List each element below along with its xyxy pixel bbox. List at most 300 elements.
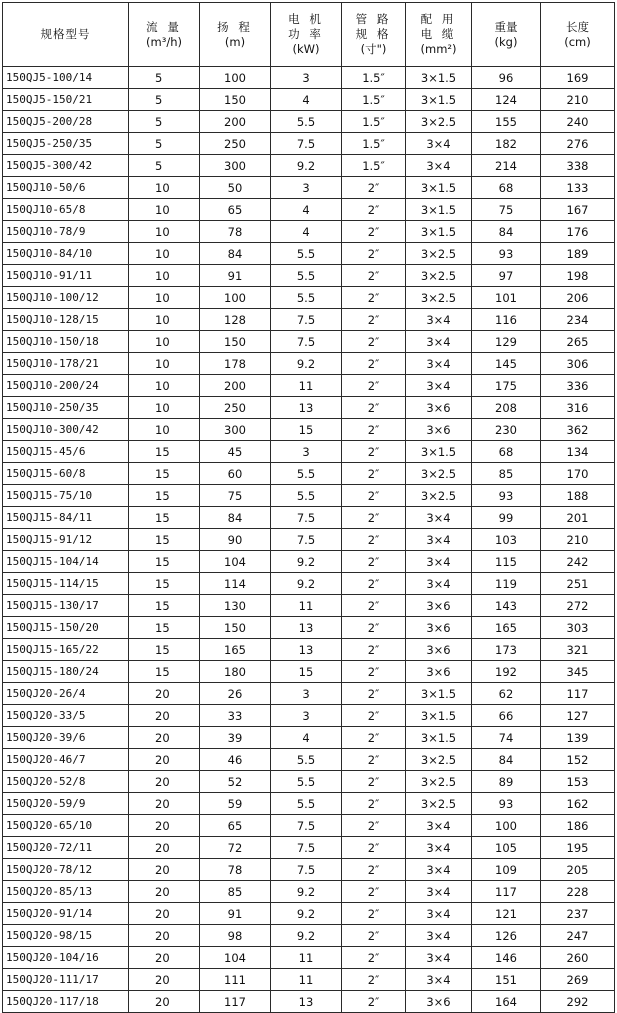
cable-cell: 3×1.5 (406, 199, 472, 221)
flow-cell: 10 (129, 287, 200, 309)
cable-cell: 3×4 (406, 881, 472, 903)
pipe-cell: 2″ (342, 419, 406, 441)
pipe-cell: 2″ (342, 507, 406, 529)
weight-cell: 145 (472, 353, 541, 375)
length-cell: 306 (541, 353, 615, 375)
header-pipe: 管 路 规 格 (寸") (342, 3, 406, 67)
length-cell: 134 (541, 441, 615, 463)
header-weight: 重量 (kg) (472, 3, 541, 67)
power-cell: 9.2 (271, 925, 342, 947)
cable-cell: 3×2.5 (406, 485, 472, 507)
weight-cell: 214 (472, 155, 541, 177)
pipe-cell: 2″ (342, 969, 406, 991)
flow-cell: 20 (129, 683, 200, 705)
flow-cell: 15 (129, 661, 200, 683)
length-cell: 189 (541, 243, 615, 265)
pipe-cell: 2″ (342, 793, 406, 815)
length-cell: 176 (541, 221, 615, 243)
flow-cell: 10 (129, 331, 200, 353)
model-cell: 150QJ10-65/8 (3, 199, 129, 221)
pipe-cell: 1.5″ (342, 133, 406, 155)
cable-cell: 3×4 (406, 133, 472, 155)
weight-cell: 124 (472, 89, 541, 111)
pipe-cell: 2″ (342, 705, 406, 727)
length-cell: 167 (541, 199, 615, 221)
power-cell: 9.2 (271, 155, 342, 177)
flow-cell: 10 (129, 375, 200, 397)
flow-cell: 20 (129, 815, 200, 837)
flow-cell: 15 (129, 595, 200, 617)
head-cell: 130 (200, 595, 271, 617)
flow-cell: 20 (129, 727, 200, 749)
power-cell: 5.5 (271, 243, 342, 265)
table-row (3, 617, 615, 639)
power-cell: 15 (271, 419, 342, 441)
head-cell: 150 (200, 617, 271, 639)
power-cell: 3 (271, 441, 342, 463)
flow-cell: 10 (129, 353, 200, 375)
head-cell: 85 (200, 881, 271, 903)
weight-cell: 182 (472, 133, 541, 155)
head-cell: 180 (200, 661, 271, 683)
table-row (3, 749, 615, 771)
table-row (3, 705, 615, 727)
model-cell: 150QJ10-91/11 (3, 265, 129, 287)
flow-cell: 20 (129, 969, 200, 991)
flow-cell: 15 (129, 573, 200, 595)
table-row (3, 573, 615, 595)
cable-cell: 3×4 (406, 331, 472, 353)
pipe-cell: 1.5″ (342, 155, 406, 177)
table-row (3, 353, 615, 375)
model-cell: 150QJ15-75/10 (3, 485, 129, 507)
head-cell: 250 (200, 133, 271, 155)
model-cell: 150QJ10-300/42 (3, 419, 129, 441)
power-cell: 13 (271, 639, 342, 661)
table-row (3, 771, 615, 793)
cable-cell: 3×4 (406, 529, 472, 551)
flow-cell: 10 (129, 177, 200, 199)
power-cell: 4 (271, 221, 342, 243)
head-cell: 84 (200, 243, 271, 265)
head-cell: 78 (200, 221, 271, 243)
table-row (3, 529, 615, 551)
model-cell: 150QJ20-65/10 (3, 815, 129, 837)
weight-cell: 121 (472, 903, 541, 925)
model-cell: 150QJ15-104/14 (3, 551, 129, 573)
head-cell: 50 (200, 177, 271, 199)
length-cell: 240 (541, 111, 615, 133)
table-row (3, 683, 615, 705)
model-cell: 150QJ5-150/21 (3, 89, 129, 111)
weight-cell: 96 (472, 67, 541, 89)
power-cell: 3 (271, 705, 342, 727)
model-cell: 150QJ20-52/8 (3, 771, 129, 793)
cable-cell: 3×2.5 (406, 111, 472, 133)
model-cell: 150QJ20-98/15 (3, 925, 129, 947)
weight-cell: 99 (472, 507, 541, 529)
pipe-cell: 1.5″ (342, 67, 406, 89)
weight-cell: 100 (472, 815, 541, 837)
pipe-cell: 2″ (342, 749, 406, 771)
weight-cell: 105 (472, 837, 541, 859)
length-cell: 265 (541, 331, 615, 353)
power-cell: 11 (271, 947, 342, 969)
cable-cell: 3×2.5 (406, 793, 472, 815)
weight-cell: 192 (472, 661, 541, 683)
table-row (3, 309, 615, 331)
cable-cell: 3×1.5 (406, 727, 472, 749)
model-cell: 150QJ15-84/11 (3, 507, 129, 529)
model-cell: 150QJ10-100/12 (3, 287, 129, 309)
cable-cell: 3×1.5 (406, 67, 472, 89)
flow-cell: 15 (129, 485, 200, 507)
cable-cell: 3×6 (406, 617, 472, 639)
length-cell: 336 (541, 375, 615, 397)
power-cell: 9.2 (271, 573, 342, 595)
flow-cell: 20 (129, 925, 200, 947)
cable-cell: 3×6 (406, 397, 472, 419)
cable-cell: 3×4 (406, 375, 472, 397)
weight-cell: 129 (472, 331, 541, 353)
table-row (3, 793, 615, 815)
flow-cell: 20 (129, 903, 200, 925)
pipe-cell: 2″ (342, 573, 406, 595)
cable-cell: 3×4 (406, 309, 472, 331)
power-cell: 7.5 (271, 815, 342, 837)
length-cell: 234 (541, 309, 615, 331)
table-row (3, 859, 615, 881)
pipe-cell: 2″ (342, 243, 406, 265)
head-cell: 150 (200, 89, 271, 111)
weight-cell: 164 (472, 991, 541, 1013)
model-cell: 150QJ15-45/6 (3, 441, 129, 463)
pipe-cell: 2″ (342, 353, 406, 375)
power-cell: 5.5 (271, 749, 342, 771)
length-cell: 139 (541, 727, 615, 749)
power-cell: 7.5 (271, 507, 342, 529)
weight-cell: 101 (472, 287, 541, 309)
model-cell: 150QJ15-114/15 (3, 573, 129, 595)
flow-cell: 5 (129, 155, 200, 177)
pipe-cell: 2″ (342, 485, 406, 507)
flow-cell: 15 (129, 441, 200, 463)
weight-cell: 146 (472, 947, 541, 969)
head-cell: 165 (200, 639, 271, 661)
head-cell: 90 (200, 529, 271, 551)
pipe-cell: 2″ (342, 639, 406, 661)
head-cell: 39 (200, 727, 271, 749)
model-cell: 150QJ15-180/24 (3, 661, 129, 683)
weight-cell: 173 (472, 639, 541, 661)
cable-cell: 3×4 (406, 507, 472, 529)
cable-cell: 3×6 (406, 419, 472, 441)
power-cell: 7.5 (271, 837, 342, 859)
head-cell: 200 (200, 375, 271, 397)
flow-cell: 20 (129, 705, 200, 727)
table-row (3, 639, 615, 661)
weight-cell: 143 (472, 595, 541, 617)
table-row (3, 67, 615, 89)
head-cell: 300 (200, 419, 271, 441)
table-row (3, 947, 615, 969)
flow-cell: 10 (129, 309, 200, 331)
pipe-cell: 2″ (342, 595, 406, 617)
head-cell: 104 (200, 551, 271, 573)
head-cell: 98 (200, 925, 271, 947)
model-cell: 150QJ15-130/17 (3, 595, 129, 617)
length-cell: 338 (541, 155, 615, 177)
pipe-cell: 2″ (342, 265, 406, 287)
weight-cell: 68 (472, 441, 541, 463)
weight-cell: 97 (472, 265, 541, 287)
flow-cell: 10 (129, 419, 200, 441)
cable-cell: 3×1.5 (406, 441, 472, 463)
power-cell: 11 (271, 375, 342, 397)
head-cell: 26 (200, 683, 271, 705)
power-cell: 13 (271, 397, 342, 419)
power-cell: 5.5 (271, 265, 342, 287)
head-cell: 114 (200, 573, 271, 595)
cable-cell: 3×1.5 (406, 705, 472, 727)
flow-cell: 15 (129, 639, 200, 661)
cable-cell: 3×1.5 (406, 221, 472, 243)
head-cell: 104 (200, 947, 271, 969)
cable-cell: 3×6 (406, 991, 472, 1013)
length-cell: 195 (541, 837, 615, 859)
length-cell: 345 (541, 661, 615, 683)
header-head: 扬 程 (m) (200, 3, 271, 67)
header-flow: 流 量 (m³/h) (129, 3, 200, 67)
head-cell: 200 (200, 111, 271, 133)
pipe-cell: 2″ (342, 551, 406, 573)
flow-cell: 5 (129, 67, 200, 89)
pipe-cell: 2″ (342, 771, 406, 793)
cable-cell: 3×4 (406, 925, 472, 947)
head-cell: 250 (200, 397, 271, 419)
weight-cell: 230 (472, 419, 541, 441)
flow-cell: 10 (129, 243, 200, 265)
flow-cell: 15 (129, 551, 200, 573)
power-cell: 7.5 (271, 529, 342, 551)
weight-cell: 74 (472, 727, 541, 749)
model-cell: 150QJ15-60/8 (3, 463, 129, 485)
model-cell: 150QJ20-59/9 (3, 793, 129, 815)
head-cell: 300 (200, 155, 271, 177)
cable-cell: 3×4 (406, 353, 472, 375)
head-cell: 52 (200, 771, 271, 793)
header-model: 规格型号 (3, 3, 129, 67)
table-row (3, 507, 615, 529)
cable-cell: 3×4 (406, 969, 472, 991)
table-row (3, 463, 615, 485)
power-cell: 7.5 (271, 859, 342, 881)
weight-cell: 151 (472, 969, 541, 991)
flow-cell: 15 (129, 529, 200, 551)
flow-cell: 20 (129, 991, 200, 1013)
length-cell: 169 (541, 67, 615, 89)
power-cell: 7.5 (271, 331, 342, 353)
pipe-cell: 2″ (342, 397, 406, 419)
table-row (3, 331, 615, 353)
length-cell: 133 (541, 177, 615, 199)
model-cell: 150QJ10-250/35 (3, 397, 129, 419)
header-cable: 配 用 电 缆 (mm²) (406, 3, 472, 67)
power-cell: 13 (271, 991, 342, 1013)
model-cell: 150QJ10-84/10 (3, 243, 129, 265)
header-row (3, 3, 615, 67)
length-cell: 206 (541, 287, 615, 309)
model-cell: 150QJ20-111/17 (3, 969, 129, 991)
pipe-cell: 2″ (342, 177, 406, 199)
power-cell: 9.2 (271, 881, 342, 903)
head-cell: 72 (200, 837, 271, 859)
head-cell: 60 (200, 463, 271, 485)
length-cell: 292 (541, 991, 615, 1013)
cable-cell: 3×4 (406, 837, 472, 859)
model-cell: 150QJ20-91/14 (3, 903, 129, 925)
weight-cell: 85 (472, 463, 541, 485)
model-cell: 150QJ15-165/22 (3, 639, 129, 661)
weight-cell: 208 (472, 397, 541, 419)
power-cell: 5.5 (271, 463, 342, 485)
model-cell: 150QJ5-300/42 (3, 155, 129, 177)
table-row (3, 595, 615, 617)
table-row (3, 969, 615, 991)
pipe-cell: 2″ (342, 287, 406, 309)
head-cell: 33 (200, 705, 271, 727)
pipe-cell: 2″ (342, 925, 406, 947)
power-cell: 5.5 (271, 111, 342, 133)
length-cell: 170 (541, 463, 615, 485)
length-cell: 247 (541, 925, 615, 947)
table-row (3, 903, 615, 925)
pipe-cell: 2″ (342, 309, 406, 331)
model-cell: 150QJ20-26/4 (3, 683, 129, 705)
cable-cell: 3×2.5 (406, 771, 472, 793)
table-row (3, 419, 615, 441)
model-cell: 150QJ10-150/18 (3, 331, 129, 353)
flow-cell: 20 (129, 859, 200, 881)
flow-cell: 10 (129, 397, 200, 419)
length-cell: 153 (541, 771, 615, 793)
pipe-cell: 2″ (342, 859, 406, 881)
weight-cell: 75 (472, 199, 541, 221)
length-cell: 272 (541, 595, 615, 617)
weight-cell: 84 (472, 749, 541, 771)
power-cell: 7.5 (271, 133, 342, 155)
model-cell: 150QJ5-200/28 (3, 111, 129, 133)
length-cell: 201 (541, 507, 615, 529)
pipe-cell: 2″ (342, 375, 406, 397)
header-length: 长度 (cm) (541, 3, 615, 67)
cable-cell: 3×2.5 (406, 287, 472, 309)
pipe-cell: 2″ (342, 947, 406, 969)
flow-cell: 20 (129, 793, 200, 815)
model-cell: 150QJ20-104/16 (3, 947, 129, 969)
power-cell: 11 (271, 969, 342, 991)
head-cell: 91 (200, 903, 271, 925)
weight-cell: 89 (472, 771, 541, 793)
power-cell: 11 (271, 595, 342, 617)
table-row (3, 881, 615, 903)
cable-cell: 3×2.5 (406, 749, 472, 771)
flow-cell: 15 (129, 463, 200, 485)
cable-cell: 3×6 (406, 595, 472, 617)
power-cell: 4 (271, 199, 342, 221)
weight-cell: 165 (472, 617, 541, 639)
pipe-cell: 1.5″ (342, 89, 406, 111)
model-cell: 150QJ10-128/15 (3, 309, 129, 331)
table-row (3, 287, 615, 309)
table-row (3, 837, 615, 859)
model-cell: 150QJ20-33/5 (3, 705, 129, 727)
power-cell: 3 (271, 67, 342, 89)
pipe-cell: 2″ (342, 991, 406, 1013)
head-cell: 150 (200, 331, 271, 353)
cable-cell: 3×4 (406, 903, 472, 925)
weight-cell: 119 (472, 573, 541, 595)
cable-cell: 3×4 (406, 859, 472, 881)
length-cell: 117 (541, 683, 615, 705)
table-row (3, 485, 615, 507)
flow-cell: 20 (129, 837, 200, 859)
cable-cell: 3×1.5 (406, 89, 472, 111)
power-cell: 15 (271, 661, 342, 683)
table-row (3, 265, 615, 287)
flow-cell: 20 (129, 771, 200, 793)
weight-cell: 109 (472, 859, 541, 881)
weight-cell: 175 (472, 375, 541, 397)
length-cell: 228 (541, 881, 615, 903)
power-cell: 9.2 (271, 353, 342, 375)
pump-spec-table (2, 2, 615, 1013)
length-cell: 237 (541, 903, 615, 925)
table-row (3, 221, 615, 243)
model-cell: 150QJ20-85/13 (3, 881, 129, 903)
power-cell: 5.5 (271, 771, 342, 793)
cable-cell: 3×4 (406, 573, 472, 595)
pipe-cell: 2″ (342, 837, 406, 859)
model-cell: 150QJ20-46/7 (3, 749, 129, 771)
table-body (3, 67, 615, 1013)
pipe-cell: 2″ (342, 661, 406, 683)
cable-cell: 3×4 (406, 815, 472, 837)
table-row (3, 441, 615, 463)
model-cell: 150QJ10-178/21 (3, 353, 129, 375)
table-row (3, 991, 615, 1013)
head-cell: 100 (200, 287, 271, 309)
length-cell: 269 (541, 969, 615, 991)
header-power: 电 机 功 率 (kW) (271, 3, 342, 67)
length-cell: 276 (541, 133, 615, 155)
cable-cell: 3×4 (406, 155, 472, 177)
cable-cell: 3×6 (406, 661, 472, 683)
length-cell: 210 (541, 529, 615, 551)
flow-cell: 5 (129, 89, 200, 111)
length-cell: 210 (541, 89, 615, 111)
flow-cell: 15 (129, 617, 200, 639)
weight-cell: 68 (472, 177, 541, 199)
model-cell: 150QJ10-200/24 (3, 375, 129, 397)
power-cell: 4 (271, 89, 342, 111)
model-cell: 150QJ15-91/12 (3, 529, 129, 551)
flow-cell: 10 (129, 221, 200, 243)
length-cell: 127 (541, 705, 615, 727)
pipe-cell: 2″ (342, 727, 406, 749)
pipe-cell: 2″ (342, 529, 406, 551)
cable-cell: 3×6 (406, 639, 472, 661)
